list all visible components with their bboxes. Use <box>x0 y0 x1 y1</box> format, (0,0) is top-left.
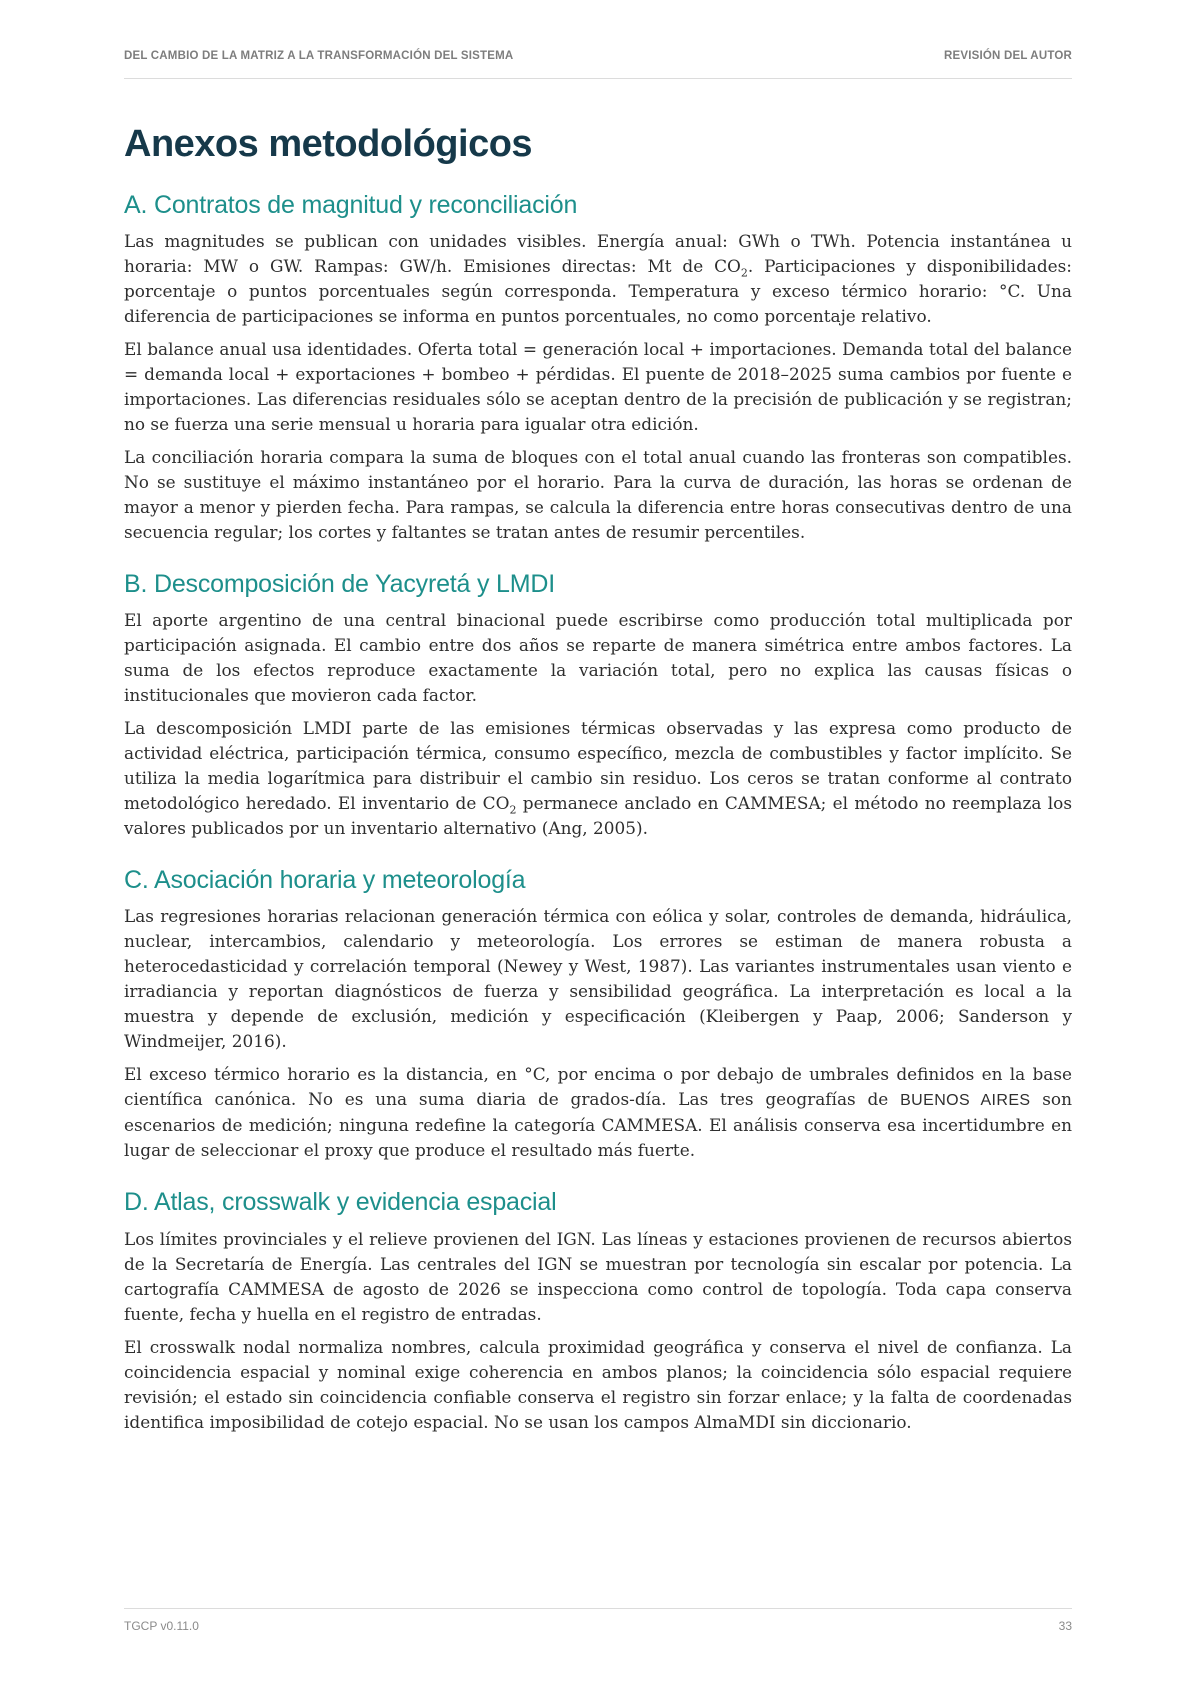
page-title: Anexos metodológicos <box>124 123 533 165</box>
paragraph: La conciliación horaria compara la suma de bloques con el total anual cuando las fronteras son compatibles. No se sustituye el máximo instantáneo por el horario. Para la curva de duración, las horas se ordenan de mayor a menor y pierden fecha. Para rampas, se calcula la diferencia entre horas consecutivas dentro de una secuencia regular; los cortes y faltantes se tratan antes de resumir percentiles. <box>124 446 1072 542</box>
section-c <box>124 865 1072 1163</box>
running-footer <box>124 1608 1072 1633</box>
section-c-heading: C. Asociación horaria y meteorología <box>124 866 526 895</box>
paragraph-text: son escenarios de medición; ninguna redefine la categoría CAMMESA. El análisis conserva esa incertidumbre en lugar de seleccionar el proxy que produce el resultado más fuerte. <box>124 1089 1072 1161</box>
page-number: 33 <box>1058 1619 1072 1633</box>
subscript: 2 <box>509 803 517 817</box>
section-b <box>124 569 1072 841</box>
section-a-heading: A. Contratos de magnitud y reconciliación <box>124 190 578 219</box>
section-d-heading: D. Atlas, crosswalk y evidencia espacial <box>124 1188 557 1217</box>
paragraph-text: El exceso térmico horario es la distancia, en °C, por encima o por debajo de umbrales definidos en la base científica canónica. No es una suma diaria de grados-día. Las tres geografías de <box>124 1064 1072 1110</box>
paragraph: Las regresiones horarias relacionan generación térmica con eólica y solar, controles de demanda, hidráulica, nuclear, intercambios, calendario y meteorología. Los errores se estiman de manera robusta a heterocedasticidad y correlación temporal (Newey y West, 1987). Las variantes instrumentales usan viento e irradiancia y reportan diagnósticos de fuerza y sensibilidad geográfica. La interpretación es local a la muestra y depende de exclusión, medición y especificación (Kleibergen y Paap, 2006; Sanderson y Windmeijer, 2016). <box>124 906 1072 1052</box>
paragraph-text: permanece anclado en CAMMESA; el método no reemplaza los valores publicados por un inventario alternativo (Ang, 2005). <box>124 793 1072 839</box>
paragraph: Los límites provinciales y el relieve provienen del IGN. Las líneas y estaciones provienen de recursos abiertos de la Secretaría de Energía. Las centrales del IGN se muestran por tecnología sin escalar por potencia. La cartografía CAMMESA de agosto de 2026 se inspecciona como control de topología. Toda capa conserva fuente, fecha y huella en el registro de entradas. <box>124 1228 1072 1324</box>
section-d <box>124 1187 1072 1434</box>
paragraph: El balance anual usa identidades. Oferta total = generación local + importaciones. Demanda total del balance = demanda local + exportaciones + bombeo + pérdidas. El puente de 2018–2025 suma cambios por fuente e importaciones. Las diferencias residuales sólo se aceptan dentro de la precisión de publicación y se registran; no se fuerza una serie mensual u horaria para igualar otra edición. <box>124 338 1072 434</box>
subscript: 2 <box>740 266 748 280</box>
paragraph-text: La descomposición LMDI parte de las emisiones térmicas observadas y las expresa como producto de actividad eléctrica, participación térmica, consumo específico, mezcla de combustibles y factor implícito. Se utiliza la media logarítmica para distribuir el cambio sin residuo. Los ceros se tratan conforme al contrato metodológico heredado. El inventario de CO <box>124 718 1072 814</box>
paragraph <box>124 716 1072 841</box>
section-b-heading: B. Descomposición de Yacyretá y LMDI <box>124 569 555 598</box>
paragraph-text: . Participaciones y disponibilidades: porcentaje o puntos porcentuales según corresponda. Temperatura y exceso térmico horario: °C. Una diferencia de participaciones se informa en puntos porcentuales, no como porcentaje relativo. <box>124 255 1072 326</box>
page-content <box>124 122 1072 1443</box>
footer-version: TGCP v0.11.0 <box>124 1619 199 1633</box>
running-header <box>124 50 1072 79</box>
section-a <box>124 190 1072 545</box>
running-header-status: REVISIÓN DEL AUTOR <box>944 50 1072 62</box>
small-caps-term: BUENOS AIRES <box>900 1092 1031 1110</box>
paragraph: El crosswalk nodal normaliza nombres, calcula proximidad geográfica y conserva el nivel de confianza. La coincidencia espacial y nominal exige coherencia en ambos planos; la coincidencia sólo espacial requiere revisión; el estado sin coincidencia confiable conserva el registro sin forzar enlace; y la falta de coordenadas identifica imposibilidad de cotejo espacial. No se usan los campos AlmaMDI sin diccionario. <box>124 1336 1072 1432</box>
paragraph <box>124 229 1072 329</box>
running-header-title: DEL CAMBIO DE LA MATRIZ A LA TRANSFORMACIÓN DEL SISTEMA <box>124 50 514 62</box>
paragraph <box>124 1062 1072 1163</box>
paragraph: El aporte argentino de una central binacional puede escribirse como producción total multiplicada por participación asignada. El cambio entre dos años se reparte de manera simétrica entre ambos factores. La suma de los efectos reproduce exactamente la variación total, pero no explica las causas físicas o institucionales que movieron cada factor. <box>124 610 1072 706</box>
paragraph-text: Las magnitudes se publican con unidades visibles. Energía anual: GWh o TWh. Potencia instantánea u horaria: MW o GW. Rampas: GW/h. Emisiones directas: Mt de CO <box>124 230 1072 276</box>
